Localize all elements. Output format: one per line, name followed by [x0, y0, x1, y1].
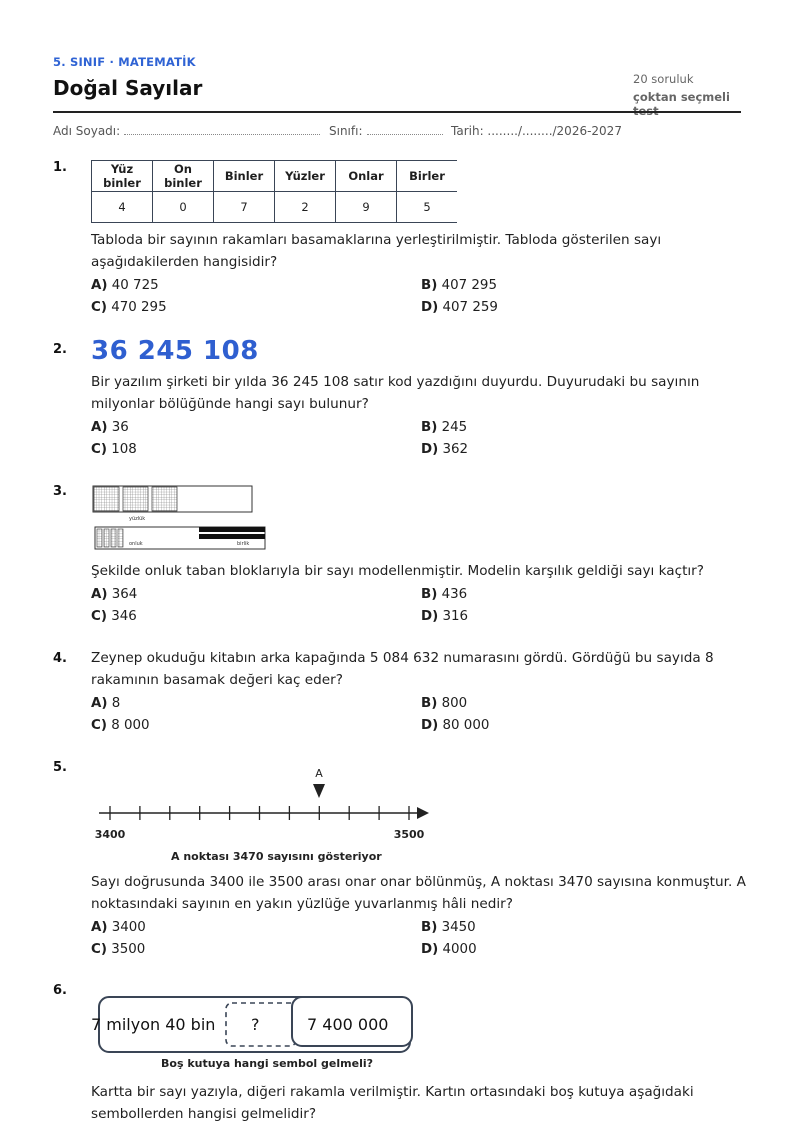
- question-number: 1.: [53, 160, 67, 175]
- question-number: 5.: [53, 760, 67, 775]
- name-blank: [124, 125, 320, 135]
- place-header: On binler: [153, 161, 214, 192]
- question-number: 2.: [53, 342, 67, 357]
- ten-rod: [104, 529, 109, 547]
- option-d[interactable]: D) 316: [421, 609, 469, 624]
- date-field: Tarih: ......../......../2026-2027: [451, 124, 622, 138]
- ten-rod: [111, 529, 116, 547]
- option-c[interactable]: C) 3500: [91, 942, 146, 957]
- figure-caption: A noktası 3470 sayısını gösteriyor: [171, 850, 382, 863]
- comparison-card: [88, 993, 414, 1057]
- option-a[interactable]: A) 364: [91, 587, 138, 602]
- big-number: 36 245 108: [91, 336, 259, 366]
- marker-label: A: [315, 767, 323, 780]
- place-header: Binler: [214, 161, 275, 192]
- ten-rod: [118, 529, 123, 547]
- question-number: 6.: [53, 983, 67, 998]
- name-label: Adı Soyadı:: [53, 124, 121, 138]
- place-header: Yüzler: [275, 161, 336, 192]
- question-number: 4.: [53, 651, 67, 666]
- page-title: Doğal Sayılar: [53, 76, 203, 100]
- option-a[interactable]: A) 8: [91, 696, 121, 711]
- hundred-block: [94, 487, 119, 511]
- class-field: [329, 124, 443, 138]
- start-label: 3400: [94, 828, 126, 841]
- option-a[interactable]: A) 40 725: [91, 278, 159, 293]
- header-divider: [53, 111, 741, 113]
- option-d[interactable]: D) 80 000: [421, 718, 490, 733]
- hundreds-label: yüzlük: [129, 516, 146, 522]
- option-d[interactable]: D) 4000: [421, 942, 477, 957]
- ones-label: birlik: [237, 541, 250, 547]
- digit-cell: 2: [275, 192, 336, 223]
- option-b[interactable]: B) 245: [421, 420, 468, 435]
- right-number: 7 400 000: [307, 1015, 389, 1034]
- place-header: Onlar: [336, 161, 397, 192]
- question-stem: Bir yazılım şirketi bir yılda 36 245 108 satır kod yazdığını duyurdu. Duyurudaki bu sayının milyonlar bölüğünde hangi sayı bulunur?: [91, 374, 700, 412]
- option-a[interactable]: A) 36: [91, 420, 129, 435]
- question-stem: Tabloda bir sayının rakamları basamaklarına yerleştirilmiştir. Tabloda gösterilen sayı aşağıdakilerden hangisidir?: [91, 232, 662, 270]
- option-c[interactable]: C) 8 000: [91, 718, 150, 733]
- option-b[interactable]: B) 3450: [421, 920, 476, 935]
- class-label: Sınıfı:: [329, 124, 363, 138]
- option-c[interactable]: C) 346: [91, 609, 137, 624]
- digit-cell: 7: [214, 192, 275, 223]
- place-value-table: [91, 160, 457, 223]
- hundred-block: [152, 487, 177, 511]
- name-field: [53, 124, 320, 138]
- question-stem: Zeynep okuduğu kitabın arka kapağında 5 084 632 numarasını gördü. Gördüğü bu sayıda 8 rakamının basamak değeri kaç eder?: [91, 650, 714, 688]
- option-d[interactable]: D) 362: [421, 442, 469, 457]
- grade-label: 5. SINIF · MATEMATİK: [53, 55, 196, 69]
- test-type: çoktan seçmeli: [633, 90, 730, 104]
- digit-cell: 5: [397, 192, 458, 223]
- option-a[interactable]: A) 3400: [91, 920, 146, 935]
- unit-cubes: [199, 534, 265, 539]
- ten-rod: [97, 529, 102, 547]
- unit-cubes: [199, 527, 265, 532]
- option-b[interactable]: B) 407 295: [421, 278, 497, 293]
- empty-box-mark: ?: [251, 1015, 260, 1034]
- number-line-figure: [91, 764, 441, 850]
- base-ten-blocks-figure: [91, 484, 271, 554]
- question-stem: Sayı doğrusunda 3400 ile 3500 arası onar onar bölünmüş, A noktası 3470 sayısına konmuştur. A noktasındaki sayının en yakın yüzlüğe yuvarlanmış hâli nedir?: [91, 874, 746, 912]
- tens-label: onluk: [129, 541, 143, 547]
- digit-cell: 0: [153, 192, 214, 223]
- marker-arrow-icon: [313, 784, 325, 798]
- left-number: 7 milyon 40 bin: [91, 1015, 216, 1034]
- end-label: 3500: [393, 828, 425, 841]
- option-b[interactable]: B) 436: [421, 587, 468, 602]
- arrow-head-icon: [417, 807, 429, 819]
- digit-cell: 9: [336, 192, 397, 223]
- figure-caption: Boş kutuya hangi sembol gelmeli?: [161, 1057, 373, 1070]
- hundred-block: [123, 487, 148, 511]
- option-c[interactable]: C) 108: [91, 442, 137, 457]
- question-number: 3.: [53, 484, 67, 499]
- digit-cell: 4: [92, 192, 153, 223]
- place-header: Birler: [397, 161, 458, 192]
- question-stem: Kartta bir sayı yazıyla, diğeri rakamla verilmiştir. Kartın ortasındaki boş kutuya aşağıdaki sembollerden hangisi gelmelidir?: [91, 1084, 694, 1122]
- option-b[interactable]: B) 800: [421, 696, 468, 711]
- question-stem: Şekilde onluk taban bloklarıyla bir sayı modellenmiştir. Modelin karşılık geldiği sayı kaçtır?: [91, 563, 704, 579]
- place-header: Yüz binler: [92, 161, 153, 192]
- option-d[interactable]: D) 407 259: [421, 300, 498, 315]
- option-c[interactable]: C) 470 295: [91, 300, 167, 315]
- class-blank: [367, 125, 443, 135]
- question-count: 20 soruluk: [633, 72, 694, 86]
- empty-box: [226, 1003, 296, 1046]
